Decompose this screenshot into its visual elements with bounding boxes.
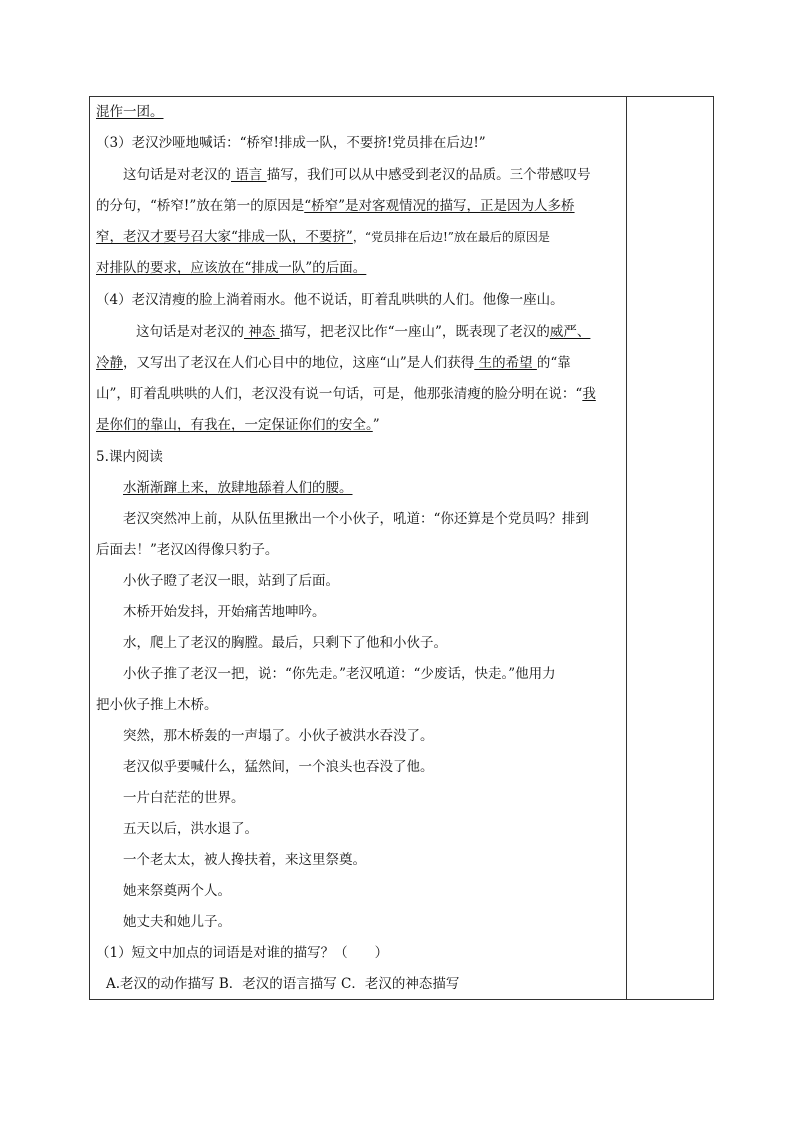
answer-blank: 我	[582, 386, 596, 402]
reading-line: 一个老太太，被人搀扶着，来这里祭奠。	[123, 852, 366, 868]
section-heading: 5.课内阅读	[96, 449, 163, 465]
answer-blank: 窄，老汉才要号召大家“排成一队，不要挤”	[96, 229, 353, 245]
answer-blank: 语言	[231, 167, 267, 183]
reading-line: 突然，那木桥轰的一声塌了。小伙子被洪水吞没了。	[123, 728, 434, 744]
reading-line: 后面去！”老汉凶得像只豹子。	[96, 542, 279, 558]
reading-line: 她丈夫和她儿子。	[123, 914, 231, 930]
question-3: （3）老汉沙哑地喊话：“桥窄!排成一队，不要挤!党员排在后边!”	[96, 135, 486, 151]
reading-line: 一片白茫茫的世界。	[123, 790, 245, 806]
text-line: 冷静，又写出了老汉在人们心目中的地位，这座“山”是人们获得 生的希望 的“靠	[96, 355, 571, 371]
reading-line: 老汉突然冲上前，从队伍里揪出一个小伙子，吼道：“你还算是个党员吗？排到	[123, 511, 589, 527]
reading-line: 木桥开始发抖，开始痛苦地呻吟。	[123, 604, 326, 620]
reading-line: 小伙子瞪了老汉一眼，站到了后面。	[123, 573, 339, 589]
underlined-answer: 混作一团。	[96, 104, 164, 120]
answer-blank: 冷静	[96, 355, 123, 371]
column-divider	[626, 96, 627, 1000]
answer-options: A.老汉的动作描写 B．老汉的语言描写 C．老汉的神态描写	[106, 976, 460, 992]
reading-line: 老汉似乎要喊什么，猛然间，一个浪头也吞没了他。	[123, 759, 434, 775]
text-line	[96, 104, 164, 120]
reading-line: 她来祭奠两个人。	[123, 883, 231, 899]
text-line: 这句话是对老汉的 神态 描写，把老汉比作“一座山”，既表现了老汉的威严、	[136, 324, 591, 340]
answer-blank: 神态	[244, 324, 280, 340]
reading-line: 小伙子推了老汉一把，说：“你先走。”老汉吼道：“少废话，快走。”他用力	[123, 666, 556, 682]
text-line	[96, 260, 366, 276]
answer-blank: 威严、	[549, 324, 591, 340]
text-line: 这句话是对老汉的 语言 描写，我们可以从中感受到老汉的品质。三个带感叹号	[123, 167, 591, 183]
answer-blank: 是你们的靠山，有我在，一定保证你们的安全。	[96, 417, 373, 433]
answer-blank: 生的希望	[474, 355, 537, 371]
answer-blank: 对排队的要求，应该放在“排成一队”的后面。	[96, 260, 367, 276]
answer-blank: “桥窄”是对客观情况的描写，正是因为人多桥	[304, 198, 575, 214]
reading-line: 把小伙子推上木桥。	[96, 697, 218, 713]
text-line: 窄，老汉才要号召大家“排成一队，不要挤”，“党员排在后边!”放在最后的原因是	[96, 229, 550, 245]
text-line: 山”，盯着乱哄哄的人们，老汉没有说一句话，可是，他那张清瘦的脸分明在说：“我	[96, 386, 596, 402]
reading-line: 水，爬上了老汉的胸膛。最后，只剩下了他和小伙子。	[123, 635, 447, 651]
question-4: （4）老汉清瘦的脸上淌着雨水。他不说话，盯着乱哄哄的人们。他像一座山。	[96, 292, 564, 308]
text-line: 是你们的靠山，有我在，一定保证你们的安全。”	[96, 417, 380, 433]
reading-line: 五天以后，洪水退了。	[123, 821, 258, 837]
reading-line: 水渐渐蹿上来，放肆地舔着人们的腰。	[123, 480, 353, 496]
text-line: 的分句，“桥窄!”放在第一的原因是“桥窄”是对客观情况的描写，正是因为人多桥	[96, 198, 575, 214]
question-1: （1）短文中加点的词语是对谁的描写？（ ）	[96, 945, 389, 961]
